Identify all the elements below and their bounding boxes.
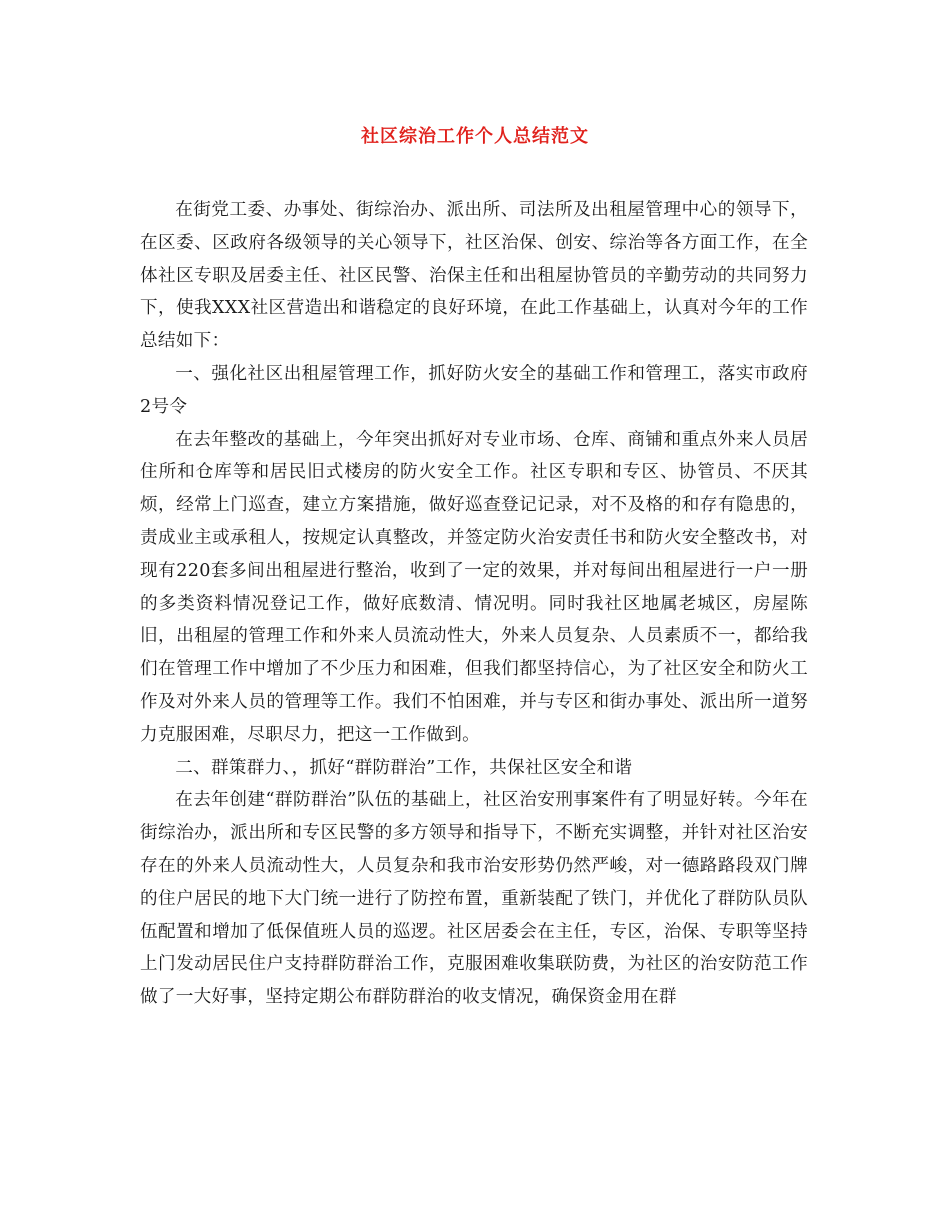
- section-heading-1: 一、强化社区出租屋管理工作，抓好防火安全的基础工作和管理工，落实市政府2号令: [140, 363, 808, 417]
- paragraph-intro: 在街党工委、办事处、街综治办、派出所、司法所及出租屋管理中心的领导下，在区委、区政府各级领导的关心领导下，社区治保、创安、综治等各方面工作，在全体社区专职及居委主任、社区民警、治保主任和出租屋协管员的辛勤劳动的共同努力下，使我XXX社区营造出和谐稳定的良好环境，在此工作基础上，认真对今年的工作总结如下：: [140, 200, 808, 352]
- paragraph-section-2: 在去年创建“群防群治”队伍的基础上，社区治安刑事案件有了明显好转。今年在街综治办，派出所和专区民警的多方领导和指导下，不断充实调整，并针对社区治安存在的外来人员流动性大，人员复杂和我市治安形势仍然严峻，对一德路路段双门牌的住户居民的地下大门统一进行了防控布置，重新装配了铁门，并优化了群防队员队伍配置和增加了低保值班人员的巡逻。社区居委会在主任，专区，治保、专职等坚持上门发动居民住户支持群防群治工作，克服困难收集联防费，为社区的治安防范工作做了一大好事，坚持定期公布群防群治的收支情况，确保资金用在群: [140, 790, 808, 1008]
- section-heading-2: 二、群策群力、，抓好“群防群治”工作，共保社区安全和谐: [175, 757, 633, 778]
- document-body: [140, 194, 808, 1014]
- paragraph-section-1: 在去年整改的基础上，今年突出抓好对专业市场、仓库、商铺和重点外来人员居住所和仓库等和居民旧式楼房的防火安全工作。社区专职和专区、协管员、不厌其烦，经常上门巡查，建立方案措施，做好巡查登记记录，对不及格的和存有隐患的，责成业主或承租人，按规定认真整改，并签定防火治安责任书和防火安全整改书，对现有220套多间出租屋进行整治，收到了一定的效果，并对每间出租屋进行一户一册的多类资料情况登记工作，做好底数清、情况明。同时我社区地属老城区，房屋陈旧，出租屋的管理工作和外来人员流动性大，外来人员复杂、人员素质不一，都给我们在管理工作中增加了不少压力和困难，但我们都坚持信心，为了社区安全和防火工作及对外来人员的管理等工作。我们不怕困难，并与专区和街办事处、派出所一道努力克服困难，尽职尽力，把这一工作做到。: [140, 429, 808, 745]
- document-title: 社区综治工作个人总结范文: [361, 126, 589, 147]
